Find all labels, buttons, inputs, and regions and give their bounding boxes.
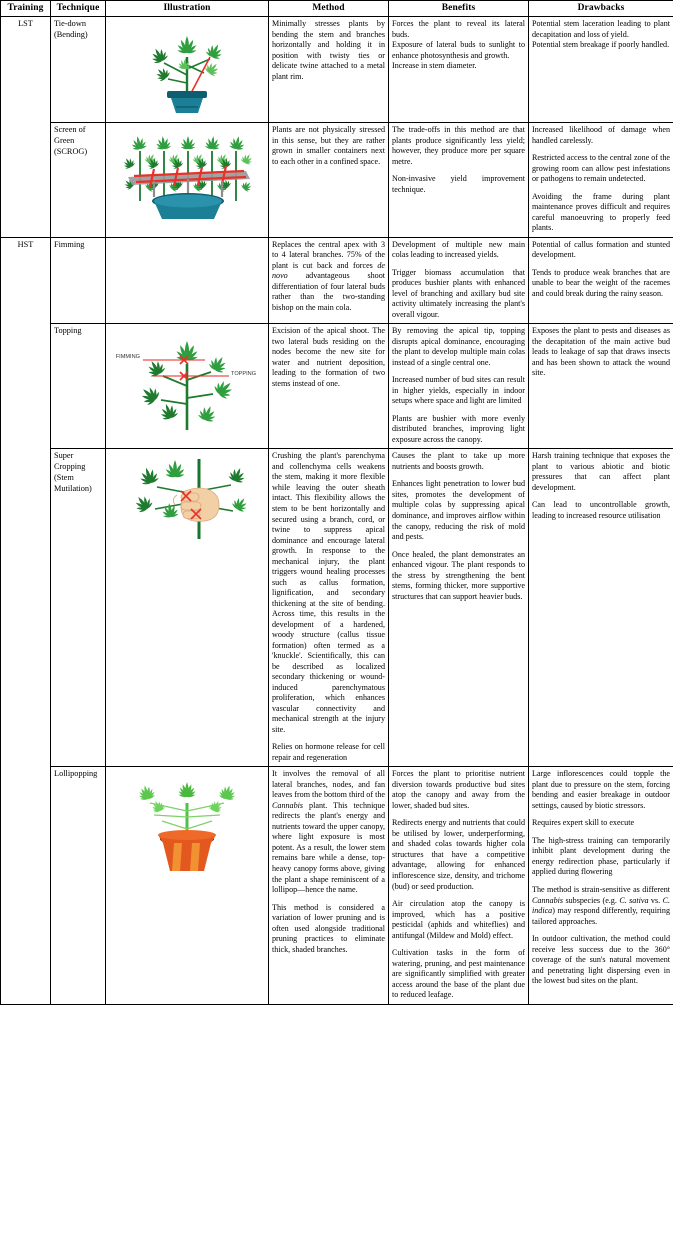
table-header [1,1,673,17]
training-category-cell: HST [1,237,51,1004]
benefits-cell: Causes the plant to take up more nutrients and boosts growth. Enhances light penetration to lower bud sites, promotes the development of multiple colas by suppressing apical dominance, and improves airflow within the canopy, reducing the risk of mold and pests. Once healed, the plant demonstrates an enhanced vigour. The plant responds to the stress by strengthening the bent stems, forming thicker, more supportive structures that can support heavier buds. [389,449,529,767]
column-header-drawbacks: Drawbacks [529,1,673,17]
svg-text:TOPPING: TOPPING [231,371,257,378]
method-cell: Minimally stresses plants by bending the stem and branches horizontally and holding it in position with twisty ties or delicate twine attached to a metal plant rim. [269,17,389,123]
illustration-cell [106,237,269,324]
potted-cannabis-plant-with-red-tie-down-string-illustration [109,19,265,119]
benefits-cell: Development of multiple new main colas leading to increased yields. Trigger biomass accumulation that produces bushier plants with enhanced level of branching and axillary bud site activity ultimately increasing the plant's overall vigour. [389,237,529,324]
training-category-cell: LST [1,17,51,238]
benefits-cell: The trade-offs in this method are that plants produce significantly less yield; however, they produce more per square metre. Non-invasive yield improvement technique. [389,123,529,238]
table-row [1,324,673,449]
illustration-cell [106,767,269,1004]
method-cell: Excision of the apical shoot. The two lateral buds residing on the nodes become the new site for water and nutrient deposition, leading to the formation of two stems instead of one. [269,324,389,449]
illustration-cell [106,17,269,123]
method-cell: Crushing the plant's parenchyma and collenchyma cells weakens the stem, making it more flexible while leaving the outer sheath intact. This flexibility allows the stem to be bent horizontally and secured using a branch, cord, or twine to suppress apical dominance and encourage lateral growth. In response to the mechanical injury, the plant triggers wound healing processes such as callus formation, lignification, and secondary thickening at the site of bending. Across time, this results in the development of a hardened, woody structure (callus tissue formation) often termed as a 'knuckle'. Scientifically, this can be described as localized secondary thickening or wound-induced parenchymatous proliferation, which enhances vascular connectivity and mechanical strength at the injury site. Relies on hormone release for cell repair and regeneration [269,449,389,767]
illustration-cell [106,324,269,449]
table-row [1,767,673,1004]
technique-name-cell: Fimming [51,237,106,324]
drawbacks-cell: Harsh training technique that exposes the plant to various abiotic and biotic pressures that can affect plant development. Can lead to uncontrollable growth, leading to increased resource utilisation [529,449,673,767]
drawbacks-cell: Increased likelihood of damage when handled carelessly. Restricted access to the central zone of the growing room can allow pest infestations or pathogens to remain undetected. Avoiding the frame during plant maintenance proves difficult and requires careful manoeuvring to properly feed plants. [529,123,673,238]
hand-pinching-cannabis-stem-illustration [109,451,265,545]
table-row [1,123,673,238]
table-row [1,237,673,324]
method-cell: Plants are not physically stressed in this sense, but they are rather grown in smaller containers next to each other in a confined space. [269,123,389,238]
drawbacks-cell: Potential of callus formation and stunted development. Tends to produce weak branches that are unable to bear the weight of the racemes and could break during the rainy season. [529,237,673,324]
column-header-benefits: Benefits [389,1,529,17]
column-header-illustration: Illustration [106,1,269,17]
table-row [1,17,673,123]
benefits-cell: Forces the plant to prioritise nutrient diversion towards productive bud sites atop the canopy and away from the lower, shaded bud sites. Redirects energy and nutrients that could be utilised by lower, underperforming, and shaded colas towards higher cola structures that have a competitive advantage, allowing for enhanced inflorescence size, density, and trichome (bud) or seed production. Air circulation atop the canopy is improved, which has a positive pesticidal (aphids and whiteflies) and antifungal (Mildew and Mold) effect. Cultivation tasks in the form of watering, pruning, and pest maintenance are significantly simplified with greater access around the base of the plant due to reduced leafage. [389,767,529,1004]
technique-name-cell: Screen of Green (SCROG) [51,123,106,238]
technique-name-cell: Tie-down (Bending) [51,17,106,123]
technique-name-cell: Lollipopping [51,767,106,1004]
illustration-cell [106,449,269,767]
header-row [1,1,673,17]
illustration-cell [106,123,269,238]
illustration-placeholder [109,240,265,244]
drawbacks-cell: Large inflorescences could topple the plant due to pressure on the stem, forcing bending and easier breakage in outdoor settings, caused by biotic stressors. Requires expert skill to execute The high-stress training can temporarily inhibit plant development during the energy redirection phase, particularly if applied during flowering The method is strain-sensitive as different Cannabis subspecies (e.g. C. sativa vs. C. indica) may respond differently, requiring tailored approaches. In outdoor cultivation, the method could receive less success due to the 360° coverage of the sun's natural movement and penetrating light dispersing even in the lowest bud sites on the plant. [529,767,673,1004]
table-row [1,449,673,767]
technique-name-cell: Topping [51,324,106,449]
method-cell: Replaces the central apex with 3 to 4 lateral branches. 75% of the plant is cut back and forces de novo advantageous shoot differentiation of four lateral buds rather than the two-standing bishop on the main cola. [269,237,389,324]
svg-text:FIMMING: FIMMING [115,354,140,361]
drawbacks-cell: Potential stem laceration leading to plant decapitation and loss of yield. Potential stem breakage if poorly handled. [529,17,673,123]
drawbacks-cell: Exposes the plant to pests and diseases as the decapitation of the main active bud leads to leakage of sap that draws insects and has been shown to attack the wound site. [529,324,673,449]
column-header-training: Training [1,1,51,17]
lollipopped-cannabis-plant-in-orange-terracotta-pot-illustration [109,769,265,881]
column-header-technique: Technique [51,1,106,17]
technique-name-cell: Super Cropping (Stem Mutilation) [51,449,106,767]
cannabis-plant-diagram-with-fimming-and-topping-cut-markers-illustration [109,326,265,438]
column-header-method: Method [269,1,389,17]
benefits-cell: Forces the plant to reveal its lateral buds. Exposure of lateral buds to sunlight to enhance photosynthesis and growth. Increase in stem diameter. [389,17,529,123]
cannabis-plants-grown-through-horizontal-screen-net-in-teal-pot-illustration [109,125,265,225]
table-body [1,17,673,1005]
method-cell: It involves the removal of all lateral branches, nodes, and fan leaves from the bottom third of the Cannabis plant. This technique redirects the plant's energy and nutrients toward the upper canopy, where light exposure is most potent. As a result, the lower stem remains bare while a dense, top-heavy canopy forms above, giving the plant a shape reminiscent of a lollipop—hence the name. This method is considered a variation of lower pruning and is often used alongside traditional pruning practices to eliminate thick, shaded branches. [269,767,389,1004]
benefits-cell: By removing the apical tip, topping disrupts apical dominance, encouraging the plant to develop multiple main colas instead of a single central one. Increased number of bud sites can result in higher yields, especially in indoor setups where space and light are limited Plants are bushier with more evenly distributed branches, improving light exposure across the canopy. [389,324,529,449]
